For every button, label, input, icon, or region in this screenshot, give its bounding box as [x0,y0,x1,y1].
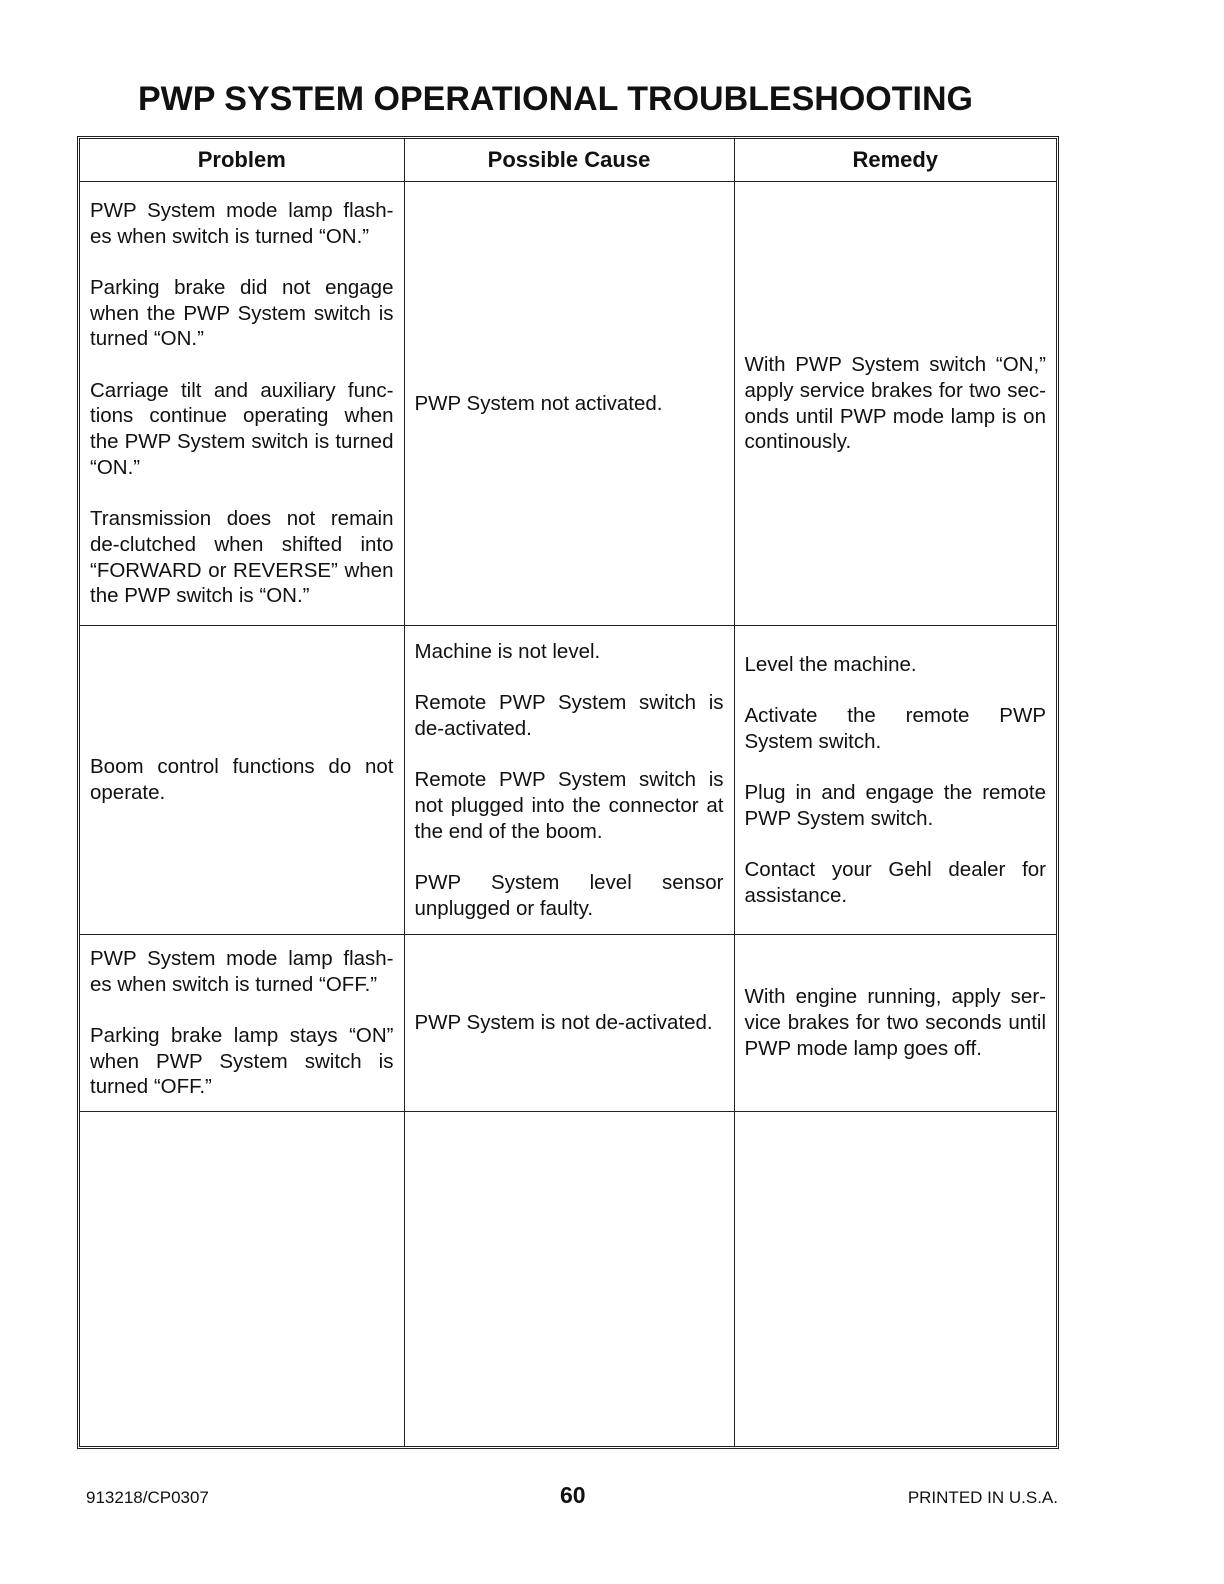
problem-text: Carriage tilt and auxiliary func-tions continue operating when the PWP System switch is turned “ON.” [90,378,394,479]
remedy-cell [734,626,1056,935]
header-possible-cause: Possible Cause [404,139,734,182]
problem-text: Parking brake did not engage when the PWP System switch is turned “ON.” [90,275,394,351]
empty-cell [404,1112,734,1447]
remedy-text: Plug in and engage the remote PWP System switch. [744,780,1046,830]
remedy-text: Contact your Gehl dealer for assistance. [744,858,1046,907]
problem-text: Boom control functions do not operate. [90,755,394,804]
footer-part-number: 913218/CP0307 [86,1488,209,1507]
remedy-text: With PWP System switch “ON,” apply service brakes for two sec-onds until PWP mode lamp is on continously. [744,353,1046,454]
problem-cell [80,935,404,1112]
problem-text: PWP System mode lamp flash-es when switch is turned “OFF.” [90,946,394,996]
problem-cell [80,626,404,935]
empty-table-row [80,1112,1056,1447]
remedy-cell [734,935,1056,1112]
header-remedy: Remedy [734,139,1056,182]
troubleshooting-table-frame [77,136,1059,1449]
cause-text: PWP System is not de-activated. [414,1011,713,1035]
table-row [80,626,1056,935]
remedy-text: With engine running, apply ser-vice brakes for two seconds until PWP mode lamp goes off. [744,985,1046,1060]
footer-printed-notice: PRINTED IN U.S.A. [907,1488,1058,1507]
troubleshooting-table [80,139,1056,1446]
table-row [80,935,1056,1112]
cause-cell [404,626,734,935]
page-title: PWP SYSTEM OPERATIONAL TROUBLESHOOTING [138,80,973,118]
cause-text: Remote PWP System switch is not plugged into the connector at the end of the boom. [414,768,724,843]
cause-text: PWP System level sensor unplugged or faulty. [414,870,724,920]
empty-cell [734,1112,1056,1447]
cause-cell [404,182,734,626]
problem-text: PWP System mode lamp flash-es when switch is turned “ON.” [90,198,394,248]
problem-text: Transmission does not remain de-clutched when shifted into “FORWARD or REVERSE” when the PWP switch is “ON.” [90,507,394,608]
table-row [80,182,1056,626]
footer-page-number: 60 [560,1482,586,1508]
remedy-cell [734,182,1056,626]
table-header-row [80,139,1056,182]
remedy-text: Level the machine. [744,652,917,676]
header-problem: Problem [80,139,404,182]
cause-text: PWP System not activated. [414,391,663,415]
empty-cell [80,1112,404,1447]
cause-text: Remote PWP System switch is de-activated. [414,691,724,740]
problem-text: Parking brake lamp stays “ON” when PWP System switch is turned “OFF.” [90,1023,394,1099]
cause-cell [404,935,734,1112]
cause-text: Machine is not level. [414,639,601,663]
problem-cell [80,182,404,626]
remedy-text: Activate the remote PWP System switch. [744,703,1046,753]
